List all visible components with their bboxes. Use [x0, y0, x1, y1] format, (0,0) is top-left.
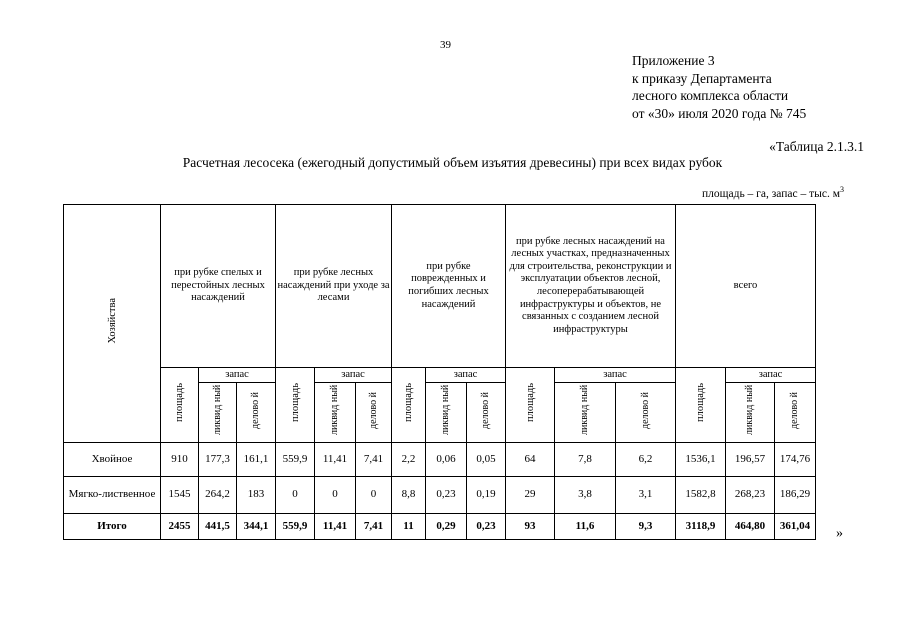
table-cell: 7,41: [356, 442, 392, 476]
table-cell: 3118,9: [676, 513, 726, 539]
table-cell: 29: [506, 476, 555, 513]
liquid-header-cell: [426, 383, 467, 443]
table-row: [64, 476, 816, 513]
data-table: [63, 204, 816, 540]
table-cell: 93: [506, 513, 555, 539]
group-header: при рубке лесных насаждений при уходе за лесами: [276, 205, 392, 368]
table-cell: 344,1: [237, 513, 276, 539]
table-cell: 7,41: [356, 513, 392, 539]
table-row: [64, 442, 816, 476]
business-header: делово й: [250, 391, 261, 429]
liquid-header: ликвид ный: [579, 384, 590, 436]
row-label: Мягко-лиственное: [64, 476, 161, 513]
group-header: при рубке спелых и перестойных лесных насаждений: [161, 205, 276, 368]
table-cell: 361,04: [775, 513, 816, 539]
stock-header: запас: [555, 368, 676, 383]
closing-quote: »: [836, 526, 843, 541]
farm-header-cell: [64, 205, 161, 443]
table-cell: 0,23: [426, 476, 467, 513]
liquid-header: ликвид ный: [329, 384, 340, 436]
liquid-header-cell: [199, 383, 237, 443]
table-cell: 0: [356, 476, 392, 513]
table-cell: 11,41: [315, 442, 356, 476]
liquid-header-cell: [555, 383, 616, 443]
table-cell: 6,2: [616, 442, 676, 476]
stock-header: запас: [726, 368, 816, 383]
table-cell: 910: [161, 442, 199, 476]
business-header-cell: [237, 383, 276, 443]
table-cell: 0,23: [467, 513, 506, 539]
table-cell: 174,76: [775, 442, 816, 476]
table-cell: 1545: [161, 476, 199, 513]
row-label: Итого: [64, 513, 161, 539]
business-header: делово й: [639, 391, 651, 429]
business-header-cell: [356, 383, 392, 443]
liquid-header: ликвид ный: [211, 384, 223, 436]
business-header: делово й: [789, 391, 800, 429]
row-label: Хвойное: [64, 442, 161, 476]
table-cell: 7,8: [555, 442, 616, 476]
area-header-cell: [392, 368, 426, 443]
liquid-header: ликвид ный: [744, 384, 755, 436]
area-header: площадь: [524, 383, 536, 422]
table-cell: 8,8: [392, 476, 426, 513]
table-cell: 464,80: [726, 513, 775, 539]
table-cell: 268,23: [726, 476, 775, 513]
table-cell: 0: [315, 476, 356, 513]
table-cell: 3,8: [555, 476, 616, 513]
table-cell: 0,06: [426, 442, 467, 476]
liquid-header: ликвид ный: [440, 384, 451, 436]
table-cell: 177,3: [199, 442, 237, 476]
area-header: площадь: [695, 383, 706, 422]
business-header-cell: [775, 383, 816, 443]
appendix-line: от «30» июля 2020 года № 745: [632, 105, 807, 121]
stock-header: запас: [315, 368, 392, 383]
table-cell: 0,19: [467, 476, 506, 513]
area-header: площадь: [174, 383, 185, 422]
document-title: Расчетная лесосека (ежегодный допустимый объем изъятия древесины) при всех видах рубок: [182, 155, 723, 170]
table-cell: 0,29: [426, 513, 467, 539]
farm-header: Хозяйства: [106, 298, 118, 344]
area-header-cell: [506, 368, 555, 443]
area-header-cell: [161, 368, 199, 443]
table-cell: 1582,8: [676, 476, 726, 513]
business-header: делово й: [480, 391, 491, 429]
table-cell: 264,2: [199, 476, 237, 513]
table-cell: 183: [237, 476, 276, 513]
table-cell: 0,05: [467, 442, 506, 476]
table-row-total: [64, 513, 816, 539]
business-header-cell: [467, 383, 506, 443]
appendix-line: к приказу Департамента: [632, 70, 772, 86]
liquid-header-cell: [315, 383, 356, 443]
business-header: делово й: [367, 391, 379, 429]
appendix-line: Приложение 3: [632, 53, 715, 68]
table-cell: 559,9: [276, 513, 315, 539]
appendix-line: лесного комплекса области: [632, 88, 789, 103]
group-header: всего: [676, 205, 816, 368]
table-cell: 2,2: [392, 442, 426, 476]
group-header: при рубке поврежденных и погибших лесных насаждений: [392, 205, 506, 368]
table-cell: 186,29: [775, 476, 816, 513]
table-cell: 11: [392, 513, 426, 539]
table-cell: 1536,1: [676, 442, 726, 476]
units-superscript: 3: [840, 185, 844, 194]
table-reference: «Таблица 2.1.3.1: [769, 139, 864, 154]
group-header: при рубке лесных насаждений на лесных участках, предназначенных для строительства, реконструкции и эксплуатации объектов лесной, лесоперерабатывающей инфраструктуры и объектов, не связанных с созданием лесной инфраструктуры: [506, 205, 676, 368]
table-cell: 161,1: [237, 442, 276, 476]
table-cell: 11,41: [315, 513, 356, 539]
table-cell: 0: [276, 476, 315, 513]
stock-header: запас: [426, 368, 506, 383]
business-header-cell: [616, 383, 676, 443]
stock-header-row: [64, 368, 816, 383]
group-header-row: [64, 205, 816, 368]
table-cell: 64: [506, 442, 555, 476]
area-header-cell: [276, 368, 315, 443]
area-header: площадь: [289, 383, 301, 422]
area-header-cell: [676, 368, 726, 443]
stock-header: запас: [199, 368, 276, 383]
liquid-header-cell: [726, 383, 775, 443]
table-cell: 2455: [161, 513, 199, 539]
area-header: площадь: [403, 383, 414, 422]
table-cell: 559,9: [276, 442, 315, 476]
table-cell: 3,1: [616, 476, 676, 513]
units-note: [701, 185, 844, 200]
table-cell: 11,6: [555, 513, 616, 539]
table-cell: 9,3: [616, 513, 676, 539]
page-number: 39: [440, 39, 451, 51]
appendix-block: [632, 52, 806, 122]
table-cell: 441,5: [199, 513, 237, 539]
table-cell: 196,57: [726, 442, 775, 476]
units-text: площадь – га, запас – тыс. м: [701, 188, 840, 200]
